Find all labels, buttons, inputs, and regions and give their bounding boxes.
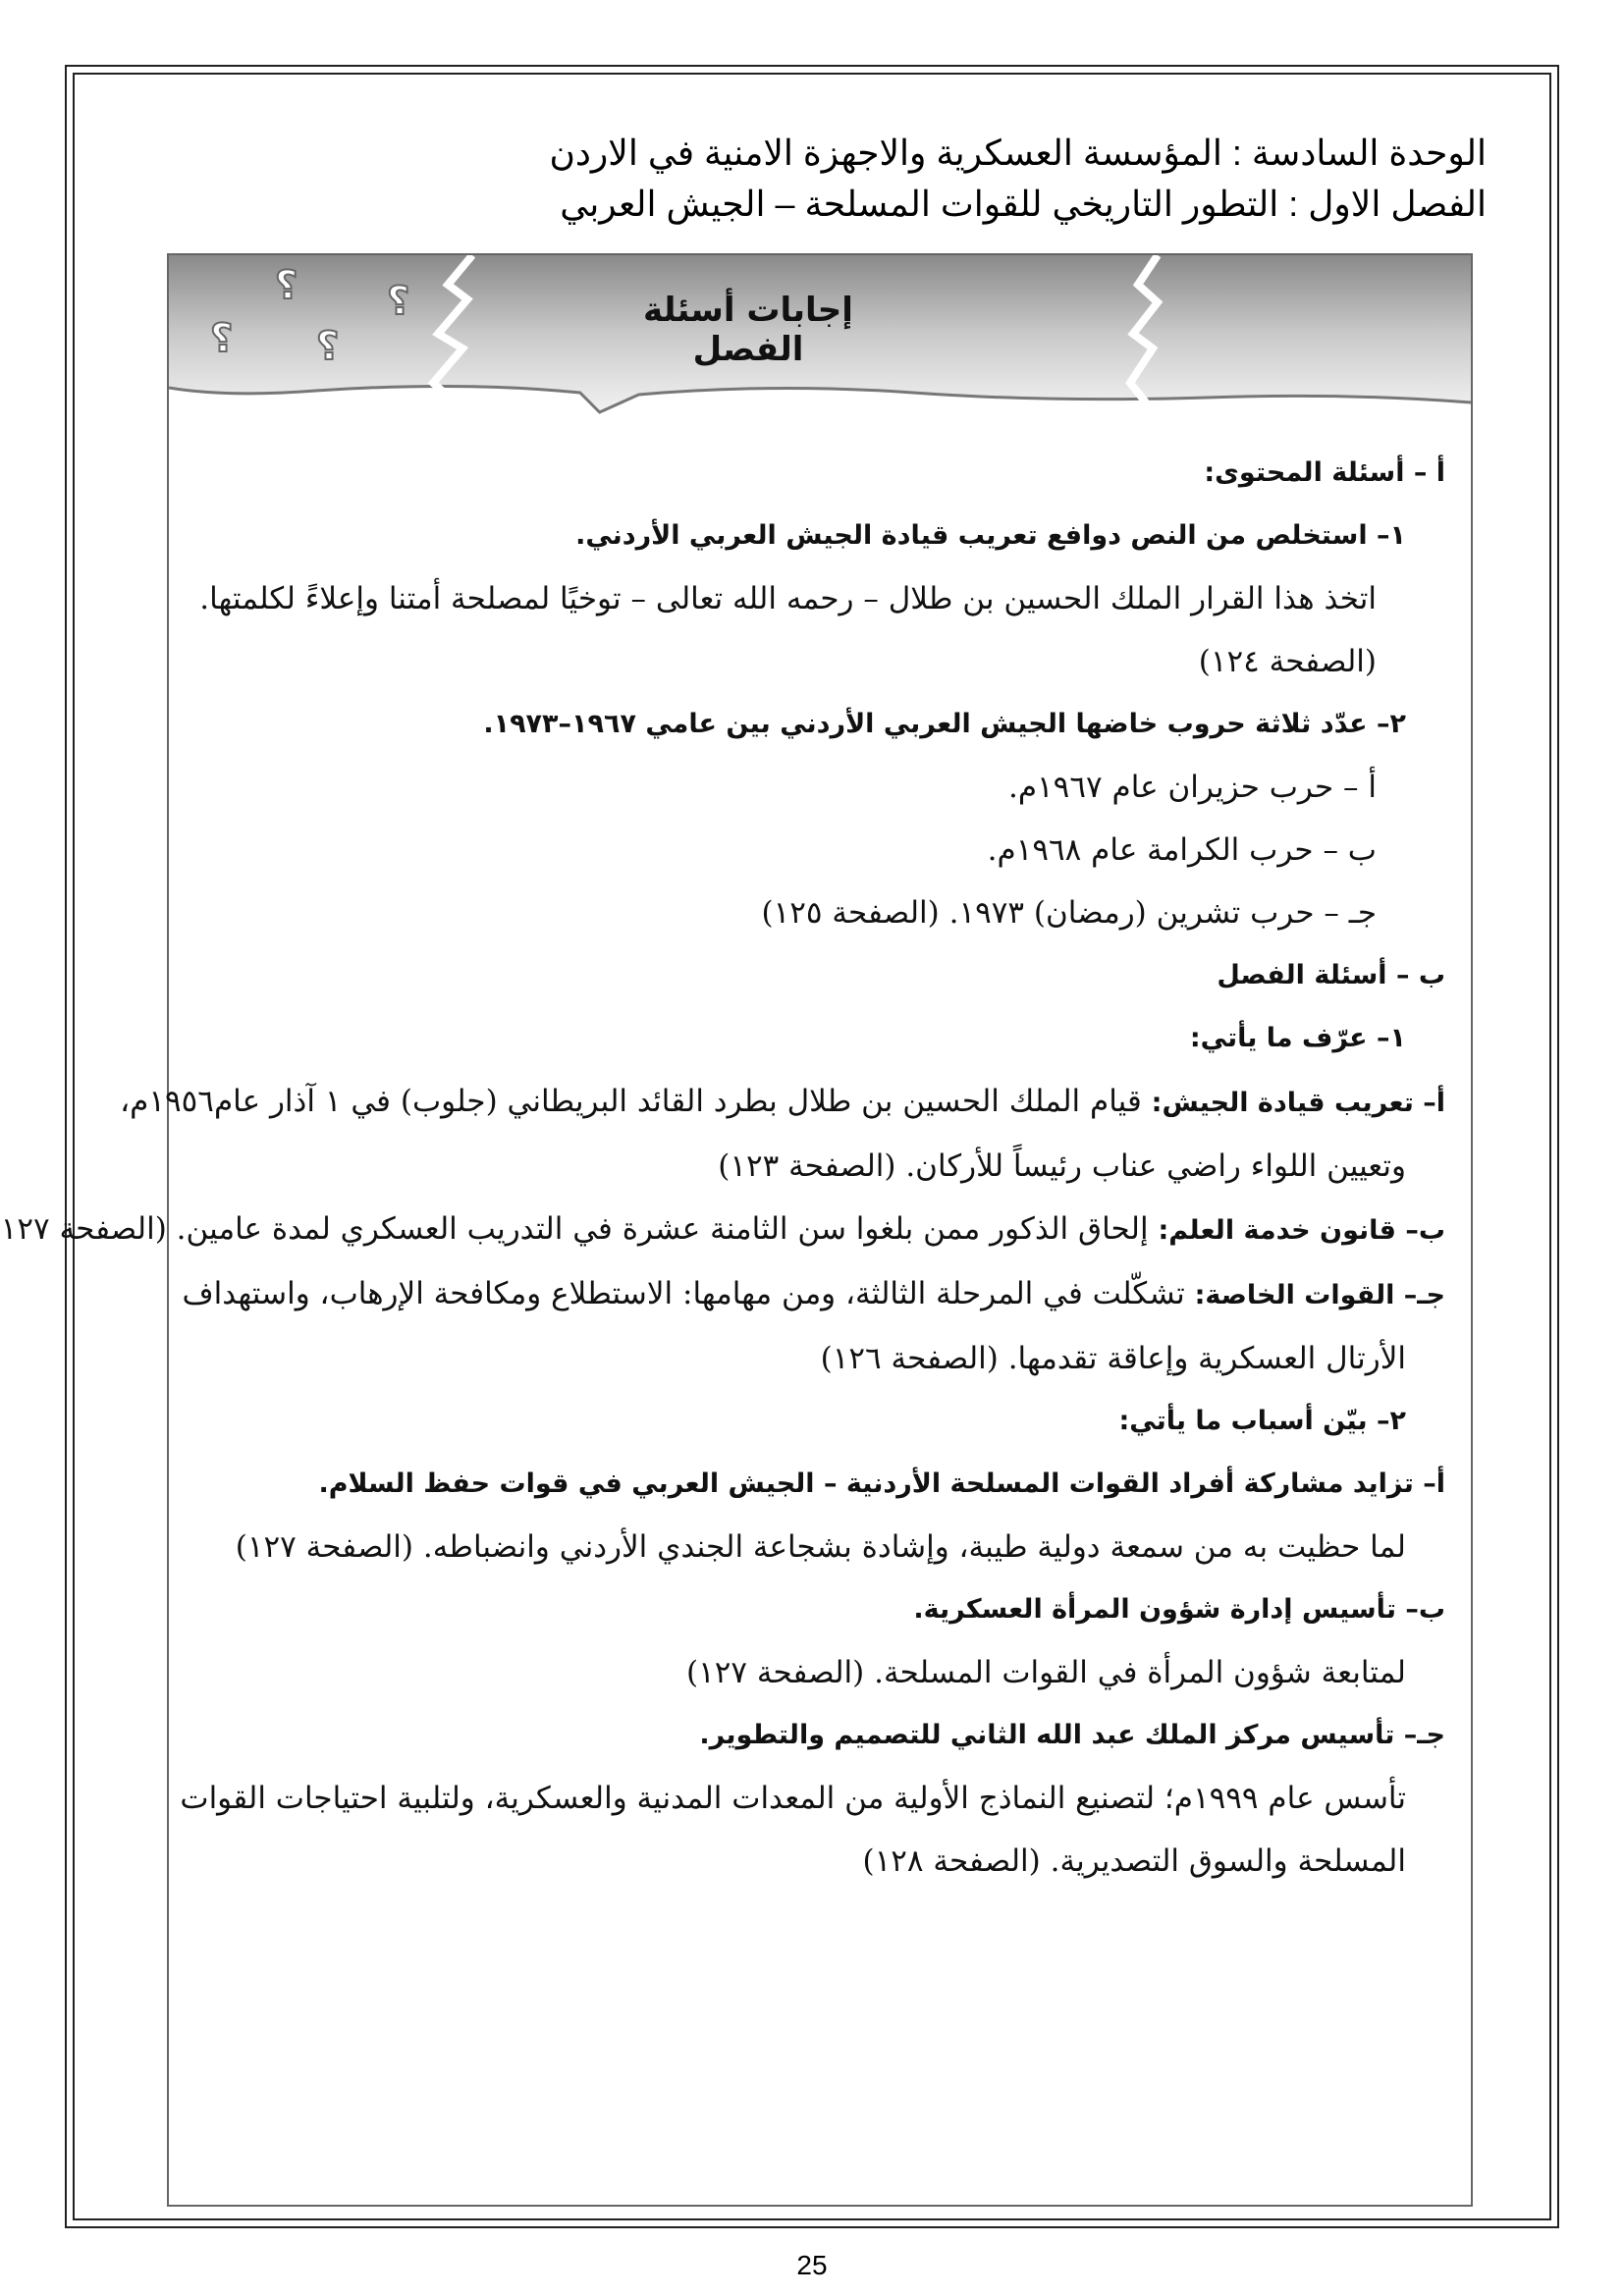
question-mark-icon: ؟: [210, 316, 234, 361]
reason-b-title: ب– تأسيس إدارة شؤون المرأة العسكرية.: [913, 1594, 1445, 1625]
question-2-item-a: أ – حرب حزيران عام ١٩٦٧م.: [1007, 770, 1377, 805]
define-item-a: [120, 1070, 1445, 1135]
chapter-title: الفصل الاول : التطور التاريخي للقوات المسلحة – الجيش العربي: [560, 184, 1487, 224]
answers-content: [0, 442, 1445, 1893]
term: القوات الخاصة:: [1194, 1280, 1395, 1310]
question-1-answer: اتخذ هذا القرار الملك الحسين بن طلال – رحمه الله تعالى – توخيًا لمصلحة أمتنا وإعلاءً لكلمتها.: [199, 581, 1377, 616]
term-prefix: جـ–: [1394, 1280, 1445, 1310]
section-a-title: أ – أسئلة المحتوى:: [1204, 457, 1445, 488]
question-1-title: ١– استخلص من النص دوافع تعريب قيادة الجيش العربي الأردني.: [575, 520, 1406, 551]
reason-c-answer-cont: المسلحة والسوق التصديرية. (الصفحة ١٢٨): [862, 1843, 1406, 1879]
define-item-b: [0, 1198, 1445, 1262]
define-title: ١– عرّف ما يأتي:: [1189, 1023, 1406, 1053]
reason-a-title: أ– تزايد مشاركة أفراد القوات المسلحة الأردنية – الجيش العربي في قوات حفظ السلام.: [318, 1468, 1445, 1499]
definition: قيام الملك الحسين بن طلال بطرد القائد البريطاني (جلوب) في ١ آذار عام١٩٥٦م،: [120, 1084, 1152, 1119]
question-2-item-c: جـ – حرب تشرين (رمضان) ١٩٧٣. (الصفحة ١٢٥): [761, 895, 1377, 931]
reason-c-title: جـ– تأسيس مركز الملك عبد الله الثاني للتصميم والتطوير.: [699, 1720, 1445, 1750]
question-2-title: ٢– عدّد ثلاثة حروب خاضها الجيش العربي الأردني بين عامي ١٩٦٧–١٩٧٣.: [483, 709, 1406, 739]
reason-c-answer: تأسس عام ١٩٩٩م؛ لتصنيع النماذج الأولية من المعدات المدنية والعسكرية، ولتلبية احتياجات القوات: [180, 1781, 1406, 1816]
question-1-reference: (الصفحة ١٢٤): [1198, 644, 1377, 679]
reasons-title: ٢– بيّن أسباب ما يأتي:: [1118, 1406, 1406, 1436]
banner-title: إجابات أسئلة الفصل: [643, 291, 853, 369]
definition: تشكّلت في المرحلة الثالثة، ومن مهامها: الاستطلاع ومكافحة الإرهاب، واستهداف: [182, 1276, 1195, 1311]
term: قانون خدمة العلم:: [1158, 1215, 1396, 1246]
define-item-c-cont: الأرتال العسكرية وإعاقة تقدمها. (الصفحة ١٢٦): [820, 1341, 1406, 1376]
section-b-title: ب – أسئلة الفصل: [1217, 960, 1445, 990]
term-prefix: ب–: [1395, 1215, 1445, 1246]
question-2-item-b: ب – حرب الكرامة عام ١٩٦٨م.: [987, 832, 1377, 868]
question-mark-icon: ؟: [316, 324, 340, 369]
define-item-c: [182, 1262, 1445, 1327]
unit-title: الوحدة السادسة : المؤسسة العسكرية والاجهزة الامنية في الاردن: [549, 133, 1487, 173]
reason-a-answer: لما حظيت به من سمعة دولية طيبة، وإشادة بشجاعة الجندي الأردني وانضباطه. (الصفحة ١٢٧): [235, 1529, 1406, 1565]
page-number: 25: [796, 2250, 828, 2280]
answers-box: [0, 253, 1473, 2207]
term-prefix: أ–: [1413, 1088, 1445, 1118]
define-item-a-cont: وتعيين اللواء راضي عناب رئيساً للأركان. (الصفحة ١٢٣): [718, 1148, 1406, 1184]
question-mark-icon: ؟: [387, 279, 410, 324]
document-header: [210, 128, 1487, 230]
definition: إلحاق الذكور ممن بلغوا سن الثامنة عشرة في التدريب العسكري لمدة عامين. (الصفحة ١٢٧: [0, 1211, 1149, 1247]
question-mark-icon: ؟: [275, 263, 298, 308]
term: تعريب قيادة الجيش:: [1151, 1088, 1414, 1118]
reason-b-answer: لمتابعة شؤون المرأة في القوات المسلحة. (الصفحة ١٢٧): [685, 1655, 1406, 1690]
